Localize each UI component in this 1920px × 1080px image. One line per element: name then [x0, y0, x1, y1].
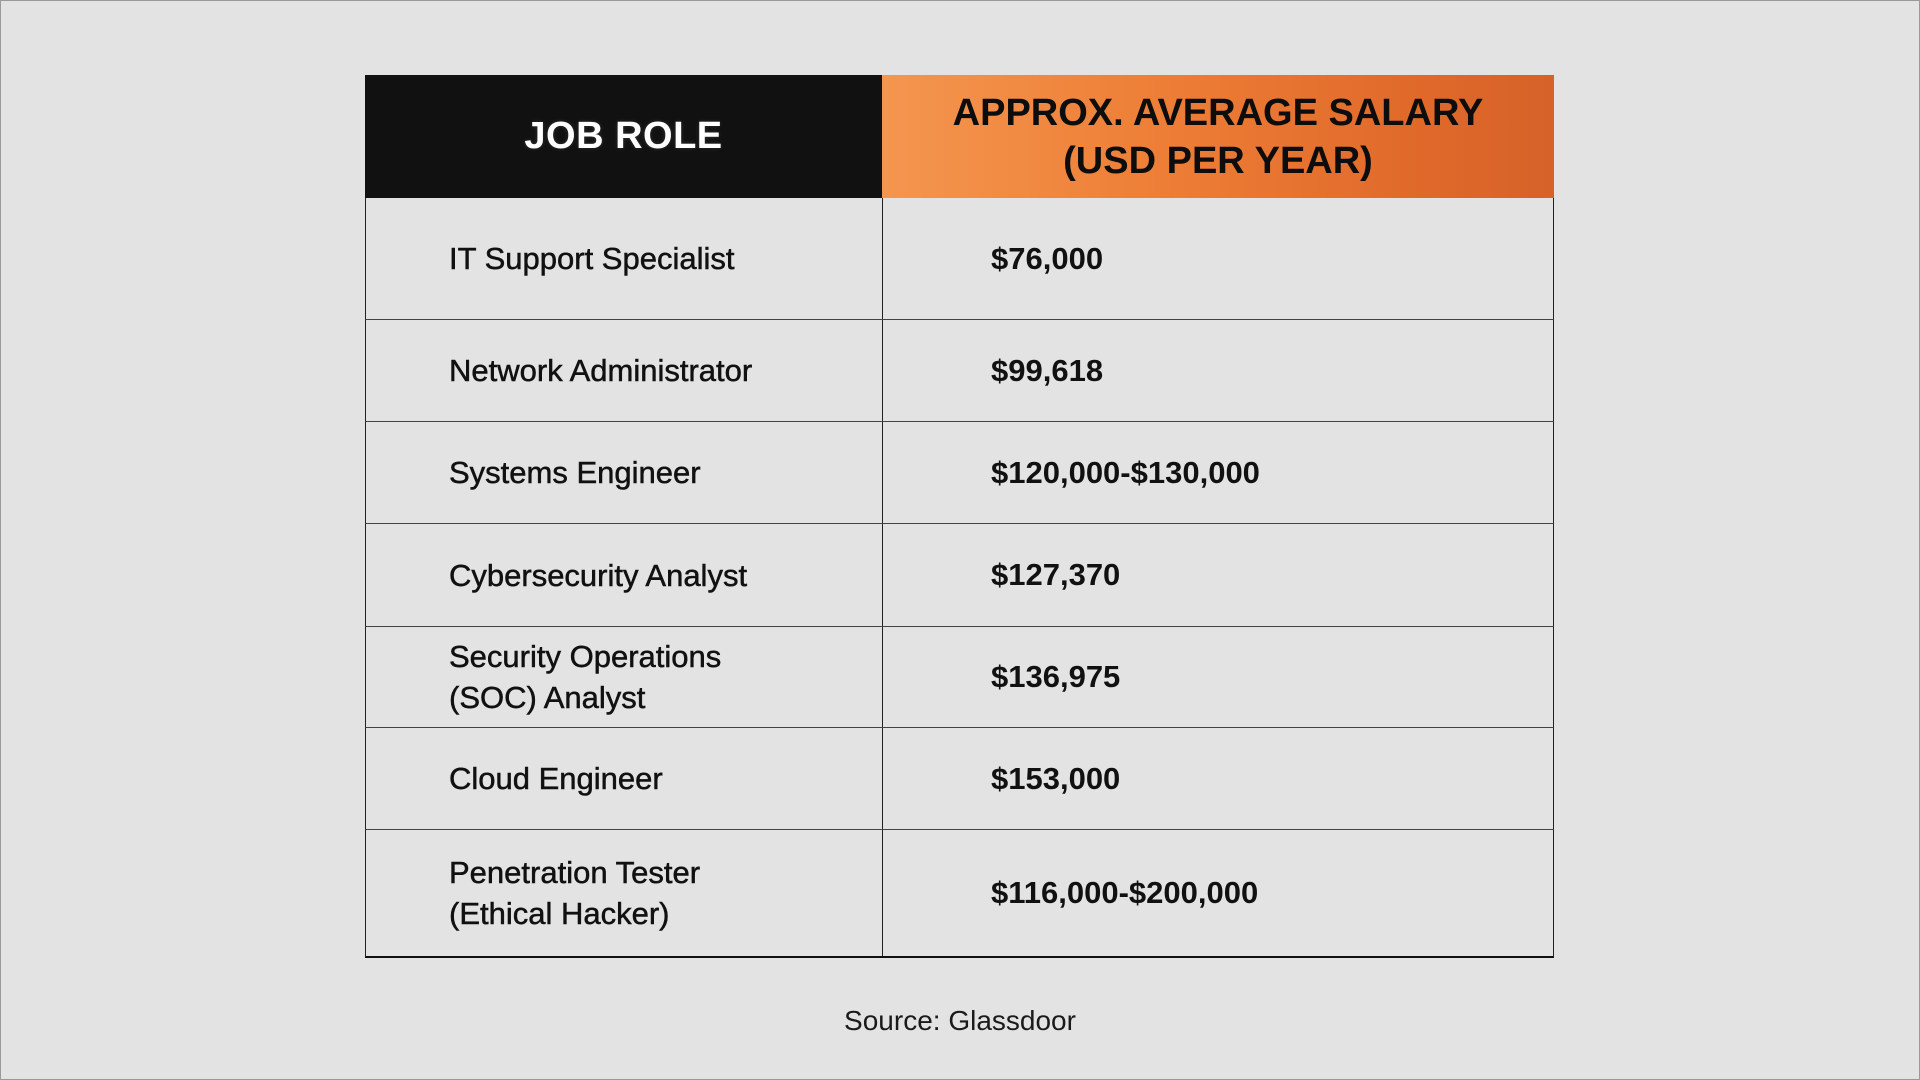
header-salary — [882, 75, 1554, 198]
role-cell — [366, 198, 883, 319]
table-row — [365, 524, 1554, 627]
salary-table — [365, 75, 1554, 958]
header-job-role: JOB ROLE — [365, 75, 882, 198]
salary-cell: $120,000-$130,000 — [991, 454, 1260, 490]
role-text: Cloud Engineer — [449, 761, 663, 796]
source-caption: Source: Glassdoor — [844, 1005, 1076, 1036]
role-text: Cybersecurity Analyst — [449, 557, 748, 593]
role-cell — [366, 627, 883, 727]
table-row — [365, 320, 1554, 422]
table-row — [365, 198, 1554, 320]
role-cell — [366, 422, 883, 523]
header-salary-line2: (USD PER YEAR) — [1063, 139, 1373, 182]
salary-cell: $76,000 — [991, 240, 1104, 276]
salary-cell: $136,975 — [991, 659, 1121, 694]
table-header — [365, 75, 1554, 198]
table-row — [365, 728, 1554, 830]
table-row — [365, 830, 1554, 958]
role-cell — [366, 524, 883, 626]
salary-cell: $116,000-$200,000 — [991, 875, 1259, 910]
header-salary-line1: APPROX. AVERAGE SALARY — [952, 91, 1484, 134]
table-row — [365, 422, 1554, 524]
role-cell — [366, 830, 883, 956]
role-text: Network Administrator — [449, 353, 753, 388]
role-text: IT Support Specialist — [449, 241, 735, 276]
role-cell — [366, 728, 883, 829]
salary-cell: $127,370 — [991, 557, 1121, 592]
role-text: Systems Engineer — [449, 455, 701, 490]
role-text: Penetration Tester — [449, 855, 701, 890]
role-text: Security Operations — [449, 639, 722, 674]
salary-cell: $99,618 — [991, 352, 1104, 388]
role-text-line2: (Ethical Hacker) — [449, 896, 670, 931]
table-row — [365, 627, 1554, 728]
role-cell — [366, 320, 883, 421]
salary-cell: $153,000 — [991, 760, 1121, 796]
role-text-line2: (SOC) Analyst — [449, 680, 646, 715]
